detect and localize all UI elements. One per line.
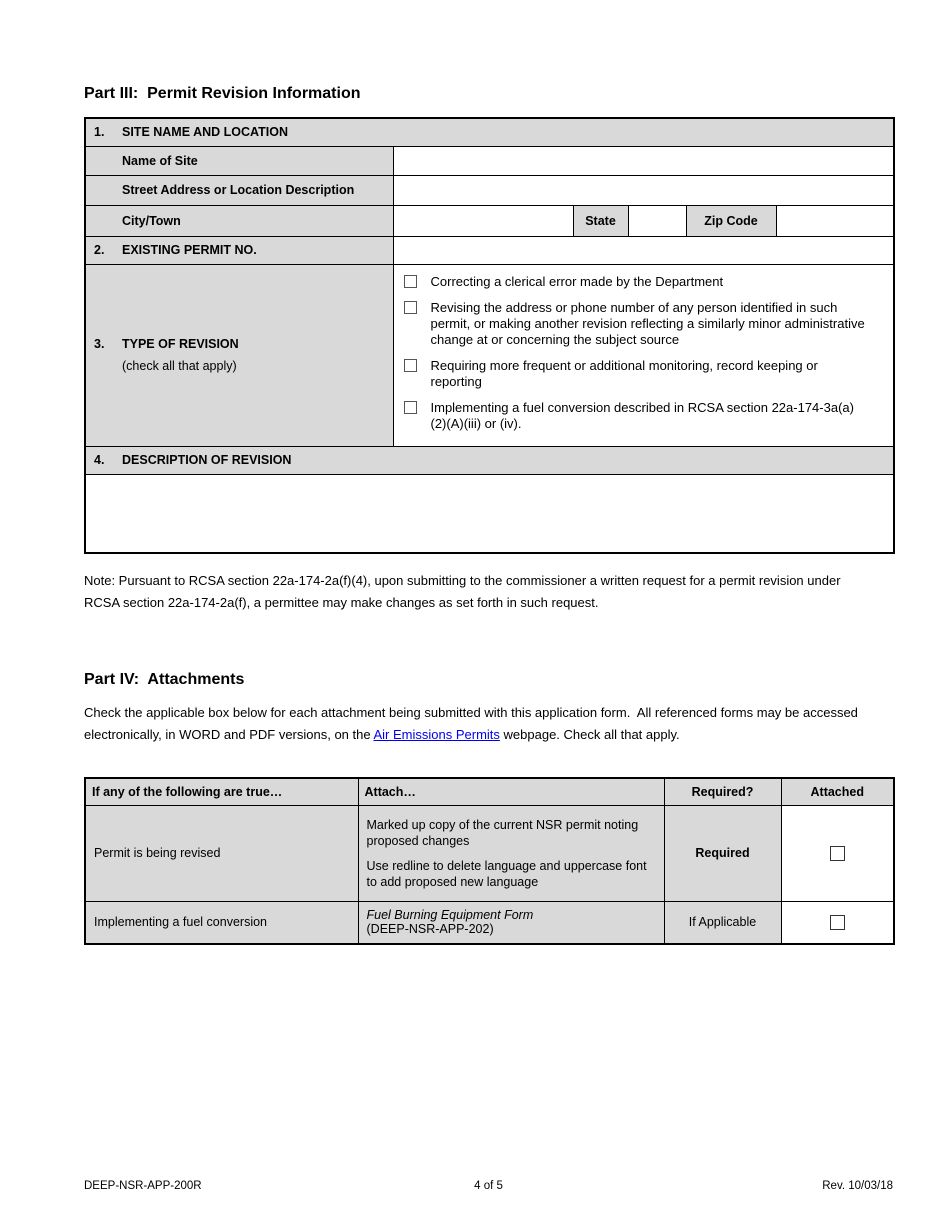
header-attached: Attached [781,778,894,805]
state-input[interactable] [628,205,686,236]
row2-required: If Applicable [664,901,781,944]
name-of-site-input[interactable] [393,146,894,175]
attachments-table [84,777,895,945]
row1-attach [358,805,664,901]
street-address-label: Street Address or Location Description [85,175,393,205]
revision-type-options [393,264,894,446]
intro-text-after-link: webpage. Check all that apply. [499,727,680,742]
section4-number: 4. [94,453,105,467]
footer-form-number: DEEP-NSR-APP-200R [84,1180,202,1192]
row1-condition: Permit is being revised [85,805,358,901]
section3-number: 3. [94,337,105,351]
existing-permit-input[interactable] [393,236,894,264]
part4-heading: Part IV: Attachments [84,671,245,688]
row2-attached-cell [781,901,894,944]
row1-attach-para2: Use redline to delete language and uppercase font to add proposed new language [366,858,647,889]
header-required: Required? [664,778,781,805]
fuel-conversion-checkbox[interactable] [404,401,417,414]
header-condition: If any of the following are true… [85,778,358,805]
attachments-intro [84,702,874,746]
monitoring-checkbox[interactable] [404,359,417,372]
section3-sublabel: (check all that apply) [122,359,237,373]
footer-revision-date: Rev. 10/03/18 [822,1180,894,1192]
clerical-error-label: Correcting a clerical error made by the Department [430,273,724,289]
row2-condition: Implementing a fuel conversion [85,901,358,944]
row2-attached-checkbox[interactable] [830,915,845,930]
part3-heading: Part III: Permit Revision Information [84,85,361,102]
row2-attach-form-code: (DEEP-NSR-APP-202) [366,922,494,937]
section2-number: 2. [94,243,105,257]
row1-attached-cell [781,805,894,901]
city-town-label: City/Town [85,205,393,236]
option-clerical-error [404,274,868,290]
page-footer [84,1180,893,1192]
option-address-revision [404,300,868,348]
name-of-site-label: Name of Site [85,146,393,175]
row1-attach-para1: Marked up copy of the current NSR permit noting proposed changes [366,817,639,848]
section1-header [85,118,894,146]
section1-number: 1. [94,125,105,140]
state-label: State [573,205,628,236]
row1-required: Required [664,805,781,901]
clerical-error-checkbox[interactable] [404,275,417,288]
section3-label: TYPE OF REVISION [122,337,239,351]
footer-page-number: 4 of 5 [474,1180,503,1192]
row1-attached-checkbox[interactable] [830,846,845,861]
option-monitoring [404,358,868,390]
section2-label: EXISTING PERMIT NO. [122,243,257,257]
address-revision-checkbox[interactable] [404,301,417,314]
description-of-revision-input[interactable] [85,474,894,553]
fuel-conversion-label: Implementing a fuel conversion described in RCSA section 22a-174-3a(a)(2)(A)(iii) or (iv). [430,399,854,431]
section3-header [85,264,393,446]
city-town-input[interactable] [393,205,573,236]
table-row [85,901,894,944]
option-fuel-conversion [404,400,868,432]
air-emissions-permits-link[interactable]: Air Emissions Permits [373,727,500,742]
rcsa-note: Note: Pursuant to RCSA section 22a-174-2a(f)(4), upon submitting to the commissioner a written request for a permit revision under RCSA section 22a-174-2a(f), a permittee may make changes as set forth in such request. [84,573,845,610]
section2-header [85,236,393,264]
section4-label: DESCRIPTION OF REVISION [122,453,292,467]
zip-code-label: Zip Code [686,205,776,236]
monitoring-label: Requiring more frequent or additional monitoring, record keeping or reporting [430,357,818,389]
header-attach: Attach… [358,778,664,805]
table-row [85,805,894,901]
intro-text-before-link: Check the applicable box below for each attachment being submitted with this application form. All referenced forms may be accessed electronically, in WORD and PDF versions, on the [84,705,862,742]
address-revision-label: Revising the address or phone number of any person identified in such permit, or making another revision reflecting a similarly minor administrative change at or concerning the subject source [430,299,865,347]
section4-header [85,446,894,474]
permit-revision-table [84,117,895,554]
zip-code-input[interactable] [776,205,894,236]
row2-attach [358,901,664,944]
street-address-input[interactable] [393,175,894,205]
row2-attach-form-name: Fuel Burning Equipment Form [366,908,534,923]
section1-label: SITE NAME AND LOCATION [122,125,288,140]
